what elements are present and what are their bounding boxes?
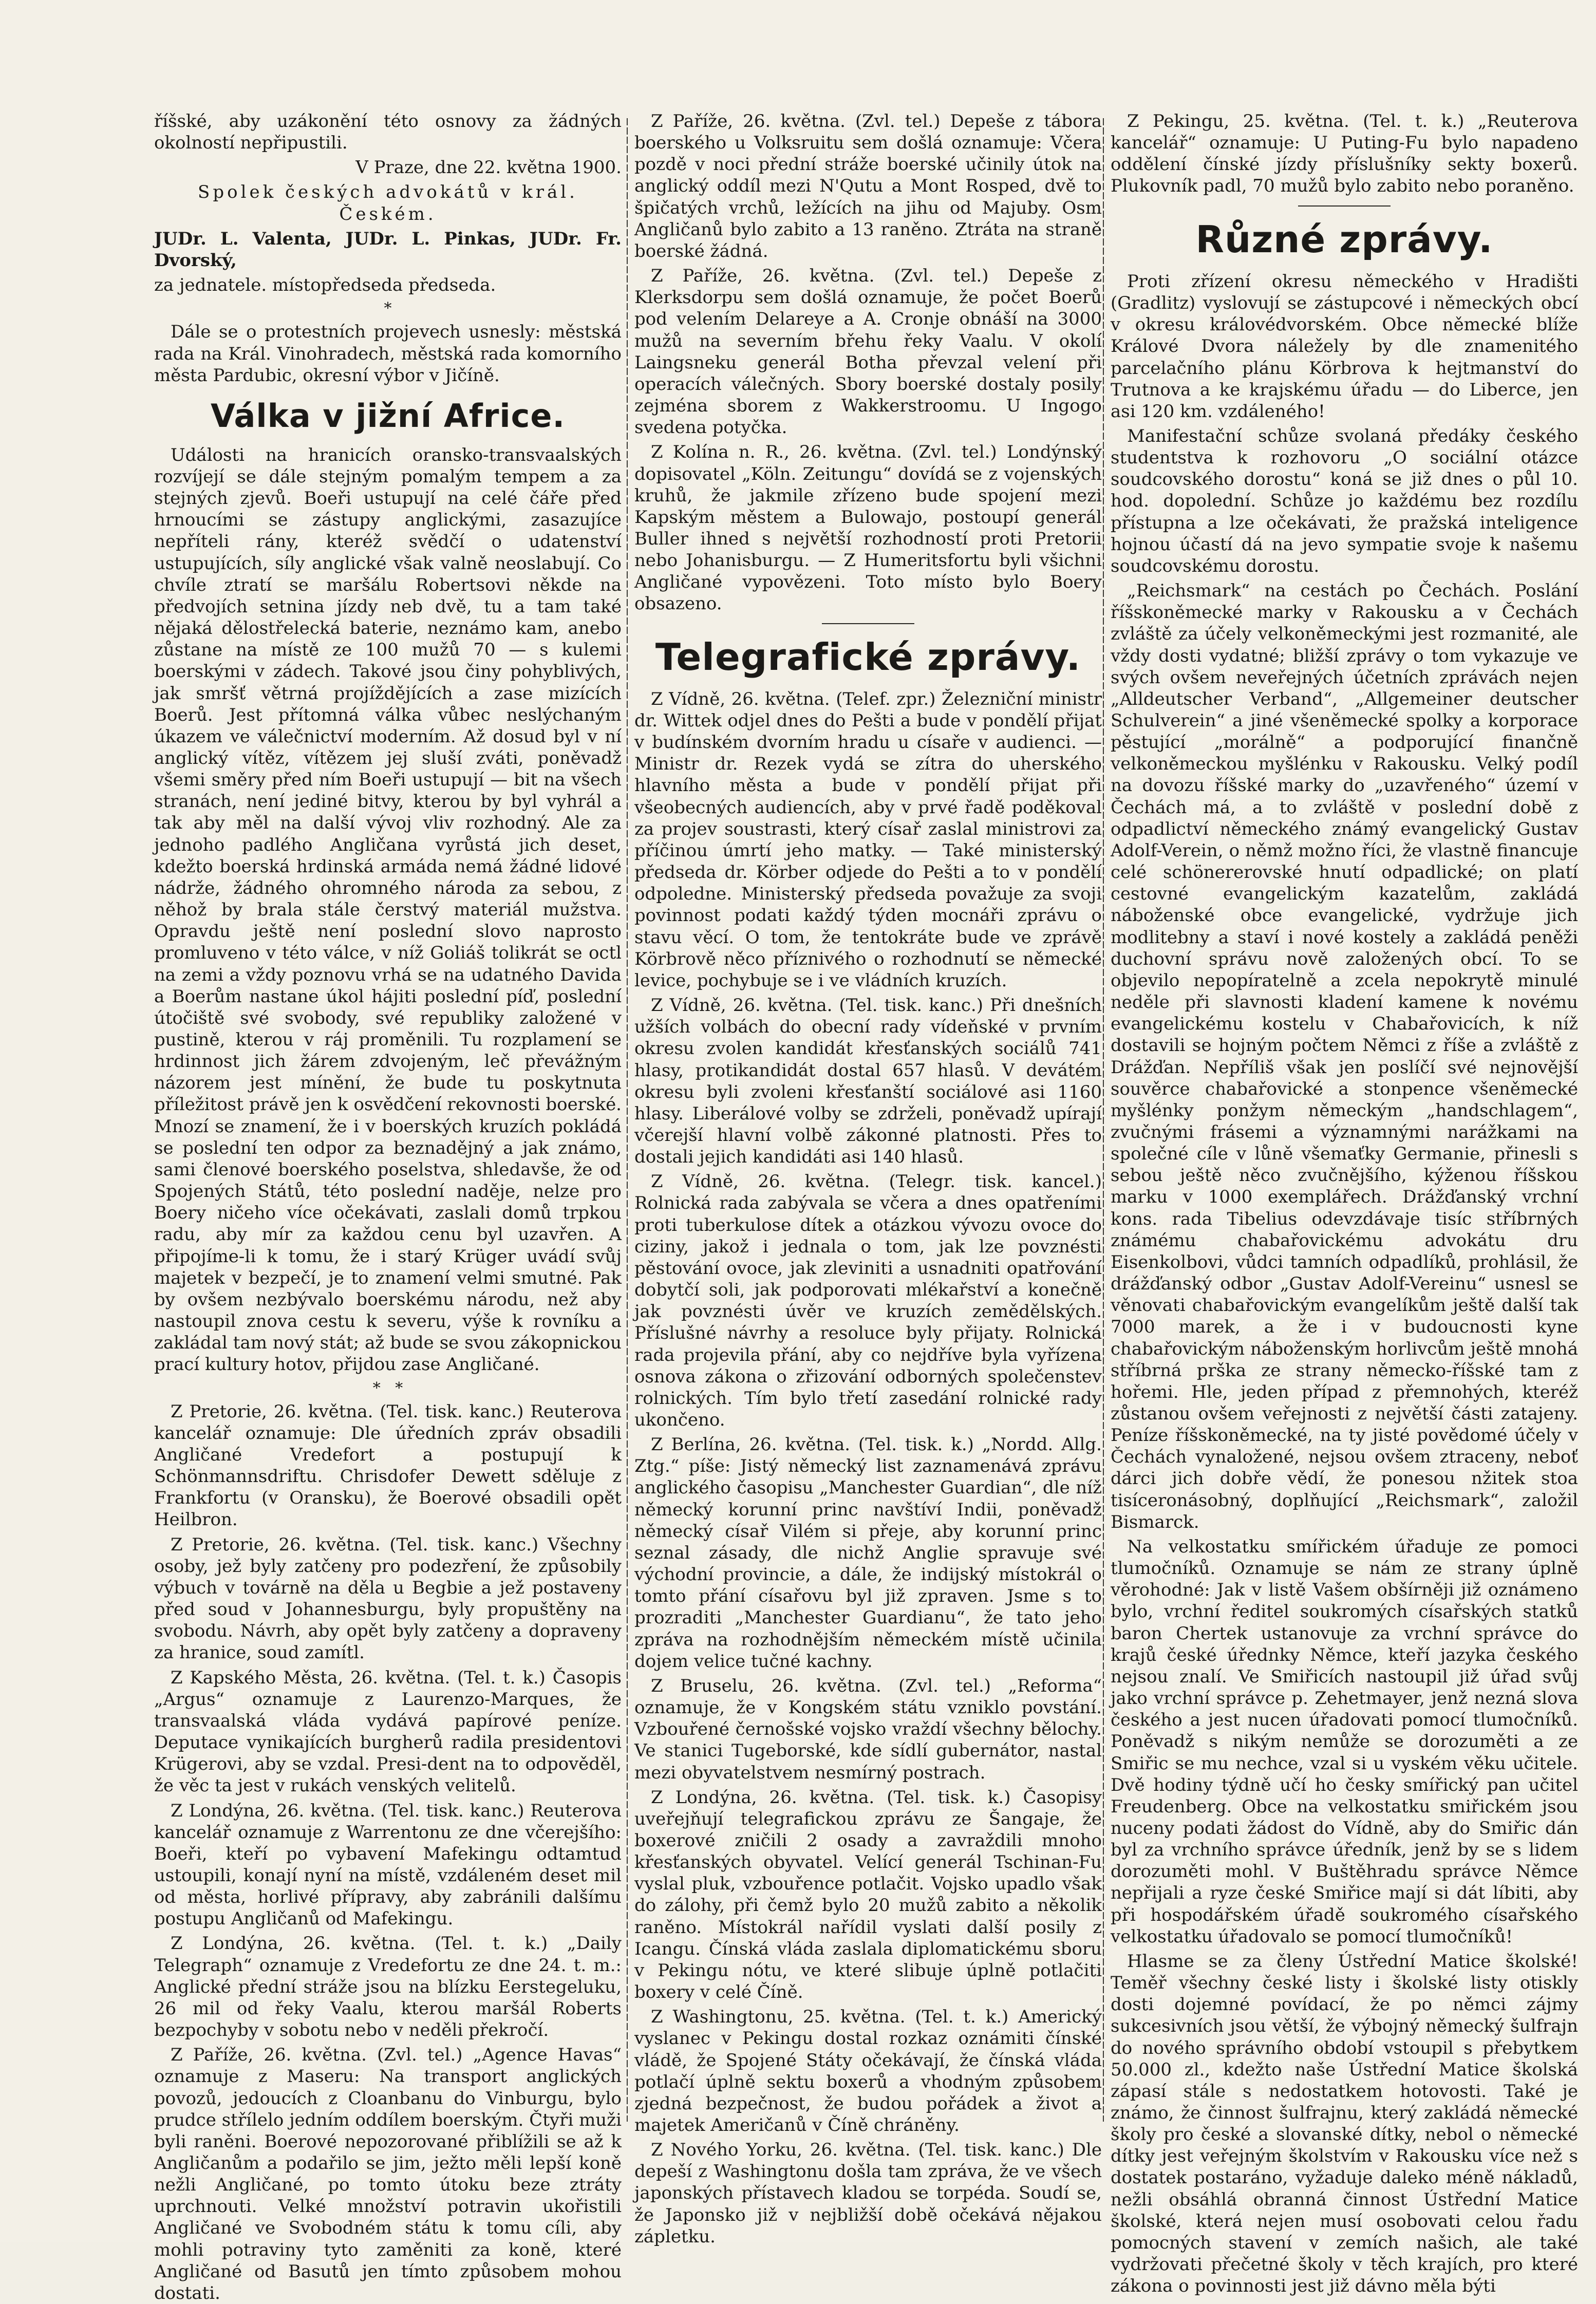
news-item: Z Pretorie, 26. května. (Tel. tisk. kanc.) Všechny osoby, jež byly zatčeny pro podezření, že způsobily výbuch v továrně na děla u Begbie a jež postaveny před soud v Johannesburgu, byly propuštěny na svobodu. Návrh, aby opět byly zatčeny a dopraveny za hranice, soud zamítl. xyxy=(154,1534,622,1663)
dateline: V Praze, dne 22. května 1900. xyxy=(355,157,622,178)
news-item: Hlasme se za členy Ústřední Matice školské! Teměř všechny české listy i školské listy otiskly dosti dojemné povídací, že po němci zájmy sukcesivních jsou větší, že výbojný německý šulfrajn do nového správního období vstoupil s přebytkem 50.000 zl., kdežto naše Ústřední Matice školská zápasí stále s nedostatkem hotovosti. Také je známo, že činnost šulfrajnu, který zakládá německé školy pro české a slovanské dítky, nebol o německé dítky jest veřejným školstvím v Rakousku více než s dostatek postaráno, vyžaduje daleko méně nákladů, nežli obsáhlá obranná činnost Ústřední Matice školské, která nejen musí osobovati celou řadu pomocných stavení v zemích našich, ale také vydržovati přečetné školy v těch krajích, pro které zákona o povinnosti jest již dávno měla býti xyxy=(1111,1951,1578,2297)
news-item: Z Paříže, 26. května. (Zvl. tel.) Depeše z Klerksdorpu sem došlá oznamuje, že počet Boerů pod velením Delareye a A. Cronje obnáší na 3000 mužů na severním břehu řeky Vaalu. V okolí Laingsneku generál Botha převzal velení při operacích válečných. Sbory boerské dostaly posily zejména sborem z Wakkerstroomu. U Ingogo svedena potyčka. xyxy=(634,266,1102,438)
news-item: Na velkostatku smířickém úřaduje ze pomoci tlumočníků. Oznamuje se nám ze strany úplně věrohodné: Jak v listě Vašem obšírněji již oznámeno bylo, vrchní ředitel soukromých císařských statků baron Chertek ustanovuje za vrchní správce do krajů české úřednky Němce, kteří jazyka českého nejsou znalí. Ve Smiřicích nastoupil již úřad svůj jako vrchní správce p. Zehetmayer, jenž nezná slova českého a jest nucen úřadovati pomocí tlumočníků. Poněvadž s nikým nemůže se dorozuměti a ze Smiřic se mu nechce, vzal si u vyském věku učitele. Dvě hodiny týdně učí ho česky smířický pan učitel Freudenberg. Obce na velkostatku smiřickém jsou nuceny podati žádost do Vídně, aby do Smiřic dán byl za vrchního správce úředník, jenž by se s lidem dorozuměti mohl. V Buštěhradu správce Němce nepřijali a ryze české Smiřice mají si dát líbiti, aby při hospodářském úřadě soukromého císařského velkostatku úřadovalo se pomocí tlumočníků! xyxy=(1111,1536,1578,1947)
news-item: Z Vídně, 26. května. (Telef. zpr.) Železniční ministr dr. Wittek odjel dnes do Pešti a bude v pondělí přijat v budínském dvorním hradu u císaře v audienci. — Ministr dr. Rezek vydá se zítra do uherského hlavního města a bude v pondělí přijat při všeobecných audiencích, aby v prvé řadě poděkoval za projev soustrasti, který císař zaslal ministrovi za příčinou úmrtí jeho matky. — Také ministerský předseda dr. Körber odjede do Pešti a to v pondělí odpoledne. Ministerský předseda považuje za svoji povinnost podati každý týden mocnáři zprávu o stavu věcí. O tom, že tentokráte bude ve zprávě Körbrově něco příznivého o rozhodnutí se německé levice, pochybuje se i ve vládních kruzích. xyxy=(634,688,1102,991)
news-item: Z Washingtonu, 25. května. (Tel. t. k.) Americký vyslanec v Pekingu dostal rozkaz oznámiti čínské vládě, že Spojené Státy očekávají, že čínská vláda potlačí úplně sektu boxerů a vhodným způsobem zjedná bezpečnost, že budou pořádek a život a majetek Američanů v Číně chráněny. xyxy=(634,2007,1102,2136)
separator-asterisk: * * xyxy=(372,1379,403,1397)
section-heading: Různé zprávy. xyxy=(1195,217,1493,261)
separator-asterisk: * xyxy=(384,299,392,318)
news-item: Z Londýna, 26. května. (Tel. tisk. k.) Časopisy uveřejňují telegrafickou zprávu ze Šangaje, že boxerové zničili 2 osady a zavraždili mnoho křesťanských obyvatel. Velící generál Tschinan-Fu vyslal pluk, vzbouřence potlačit. Vojsko upadlo však do zálohy, při čemž bylo 20 mužů zabito a několik raněno. Místokrál nařídil vyslati další posily z Icangu. Čínská vláda zaslala diplomatickému sboru v Pekingu nótu, ve které slibuje úplně potlačiti boxery v celé Číně. xyxy=(634,1787,1102,2003)
news-item: Z Berlína, 26. května. (Tel. tisk. k.) „Nordd. Allg. Ztg.“ píše: Jistý německý list zaznamenává zprávu anglického časopisu „Manchester Guardian“, dle níž německý korunní princ navštíví Indii, poněvadž německý císař Vilém si přeje, aby korunní princ seznal zásady, dle nichž Anglie spravuje své východní provincie, a dále, že indijský místokrál o tomto přání císařovu byl již zpraven. Jsme s to prozraditi „Manchester Guardianu“, že tato jeho zpráva na rozhodnějším německém místě učinila dojem velice tučné kachny. xyxy=(634,1434,1102,1672)
news-item: Z Pekingu, 25. května. (Tel. t. k.) „Reuterova kancelář“ oznamuje: U Puting-Fu bylo napadeno oddělení čínské jízdy příslušníky sekty boxerů. Plukovník padl, 70 mužů bylo zabito nebo poraněno. xyxy=(1111,111,1578,197)
column-middle xyxy=(634,110,1102,2247)
column-right xyxy=(1111,110,1578,2297)
news-item: Z Paříže, 26. května. (Zvl. tel.) „Agence Havas“ oznamuje z Maseru: Na transport anglických povozů, jedoucích z Cloanbanu do Vinburgu, bylo prudce střílelo jedním oddílem boerským. Čtyři muži byli raněni. Boerové nepozorované přiblížili se až k Angličanům a podařilo se jim, ježto měli lepší koně nežli Angličané, po tomto útoku beze ztráty uprchnouti. Velké množství potravin ukořistili Angličané ve Svobodném státu k tomu cíli, aby mohli potraviny tyto zaměniti za koně, které Angličané od Basutů jen tímto způsobem mohou dostati. xyxy=(154,2045,622,2303)
section-heading: Telegrafické zprávy. xyxy=(655,635,1081,679)
column-divider xyxy=(627,118,628,2122)
section-heading: Válka v jižní Africe. xyxy=(210,397,566,435)
news-item: Z Londýna, 26. května. (Tel. t. k.) „Daily Telegraph“ oznamuje z Vredefortu ze dne 24. t. m.: Anglické přední stráže jsou na blízku Eerstegeluku, 26 mil od řeky Vaalu, kterou maršál Roberts bezpochyby v sobotu nebo v neděli překročí. xyxy=(154,1933,622,2041)
news-item: Z Pretorie, 26. května. (Tel. tisk. kanc.) Reuterova kancelář oznamuje: Dle úředních zpráv obsadili Angličané Vredefort a postupují k Schönmannsdriftu. Chrisdofer Dewett sděluje z Frankfortu (v Oransku), že Boerové obsadili opět Heilbron. xyxy=(154,1401,622,1530)
news-item: Z Kapského Města, 26. května. (Tel. t. k.) Časopis „Argus“ oznamuje z Laurenzo-Marques, že transvaalská vláda vydává papírové peníze. Deputace vynikajících burgherů radila presidentovi Krügerovi, aby se vzdal. Presi-dent na to odpověděl, že věc ta jest v rukách venských velitelů. xyxy=(154,1667,622,1796)
news-item: Z Nového Yorku, 26. května. (Tel. tisk. kanc.) Dle depeší z Washingtonu došla tam zpráva, že ve všech japonských přístavech kladou se torpéda. Soudí se, že Japonsko již v nejbližší době očekává nějakou zápletku. xyxy=(634,2140,1102,2247)
news-item: Z Bruselu, 26. května. (Zvl. tel.) „Reforma“ oznamuje, že v Kongském státu vzniklo povstání. Vzbouřené černošské vojsko vraždí všechny bělochy. Ve stanici Tugeborské, kde sídlí gubernátor, nastal mezi obyvatelstvem nesmírný postrach. xyxy=(634,1675,1102,1783)
divider xyxy=(1298,205,1391,207)
column-left xyxy=(154,110,622,2303)
news-item: Z Kolína n. R., 26. května. (Zvl. tel.) Londýnský dopisovatel „Köln. Zeitungu“ dovídá se z vojenských kruhů, že jakmile zřízeno bude spojení mezi Kapským městem a Bulowajo, postoupí generál Buller ihned s největší rozhodností proti Pretorii nebo Johanisburgu. — Z Humeritsfortu byli všichni Angličané vypovězeni. Toto místo bylo Boery obsazeno. xyxy=(634,442,1102,614)
paragraph: říšské, aby uzákonění této osnovy za žádných okolností nepřipustili. xyxy=(154,111,622,154)
divider xyxy=(822,623,914,624)
news-item: Z Vídně, 26. května. (Telegr. tisk. kancel.) Rolnická rada zabývala se včera a dnes opatřeními proti tuberkulose dítek a otázkou vývozu ovoce do ciziny, jakož i jednala o tom, jak lze povznésti pěstování ovoce, jak zleviniti a usnadniti opatřování dobytčí soli, jak podporovati mlékařství a konečně jak povznésti úvěr ve kruzích zemědělských. Příslušné návrhy a resoluce byly přijaty. Rolnická rada projevila přání, aby co nejdříve byla vyřízena osnova zákona o zřizování odborných společenstev rolnických. Tím bylo třetí zasedání rolnické rady ukončeno. xyxy=(634,1171,1102,1431)
signatories: JUDr. L. Valenta, JUDr. L. Pinkas, JUDr. Fr. Dvorský, xyxy=(154,228,622,271)
column-divider xyxy=(1103,118,1104,2122)
organization-name: Spolek českých advokátů v král. Českém. xyxy=(198,182,578,224)
paragraph: Události na hranicích oransko-transvaalských rozvíjejí se dále stejným pomalým tempem a za stejných zjevů. Boeři ustupují na celé čáře před hrnoucími se zástupy anglickými, zasazujíce nepříteli rány, kteréž svědčí o udatenství ustupujících, síly anglické však valně neoslabují. Co chvíle ztratí se maršálu Robertsovi někde na předvojích setnina jízdy neb dvě, tu a tam také nějaká dělostřelecká baterie, neznámo kam, anebo zůstane na místě ze 100 mužů 70 — s kulemi boerskými v zádech. Takové jsou činy pohyblivých, jak smršť větrná projíždějících a zase mizících Boerů. Jest přítomná válka vůbec neslýchaným úkazem ve válečnictví moderním. Až dosud byl v ní anglický vítěz, vítězem jej sluší zváti, poněvadž všemi směry před ním Boeři ustupují — bit na všech stranách, není jediné bitvy, kterou by byl vyhrál a tak aby měl na další vývoj vliv rozhodný. Ale za jednoho padlého Angličana vyrůstá jich deset, kdežto boerská hrdinská armáda nemá žádné lidové nádrže, žádného ohromného národa za sebou, z něhož by brala stále čerstvý materiál mužstva. Opravdu ještě není poslední slovo naprosto promluveno v této válce, v níž Goliáš tolikrát se octl na zemi a vždy poznovu vrhá se na udatného Davida a Boerům nastane úkol hájiti poslední píď, poslední útočiště své svobody, své republiky založené v pustině, kterou v ráj proměnili. Tu rozplamení se hrdinnost jich žárem zdvojeným, leč převážným názorem jest mínění, že bude tu poskytnuta příležitost právě jen k osvědčení rekovnosti boerské. Mnozí se znamení, že i v boerských kruzích pokládá se poslední ten odpor za beznadějný a jak známo, sami členové boerského poselstva, shledavše, že od Spojených Států, této poslední naděje, nelze pro Boery ničeho více očekávati, zaslali domů trpkou radu, aby mír za každou cenu byl uzavřen. A připojíme-li k tomu, že i starý Krüger uvádí svůj majetek v bezpečí, je to znamení velmi smutné. Pak by ovšem nezbývalo boerskému národu, než aby nastoupil znova cestu k severu, výše k rovníku a zakládal tam nový stát; až bude se svou zákopnickou prací kultury hotov, přijdou zase Angličané. xyxy=(154,444,622,1375)
paragraph: Dále se o protestních projevech usnesly: městská rada na Král. Vinohradech, městská rada komorního města Pardubic, okresní výbor v Jičíně. xyxy=(154,322,622,386)
signatory-roles: za jednatele. místopředseda předseda. xyxy=(154,275,496,296)
news-item: Z Vídně, 26. května. (Tel. tisk. kanc.) Při dnešních užších volbách do obecní rady vídeňské v prvním okresu zvolen kandidát křesťanských sociálů 741 hlasy, protikandidát dostal 657 hlasů. V devátém okresu byli zvoleni křesťanští sociálové asi 1160 hlasy. Liberálové volby se zdrželi, poněvadž upírají včerejší hlavní volbě zákonné platnosti. Přes to dostali jejich kandidáti asi 140 hlasů. xyxy=(634,995,1102,1168)
news-item: Z Paříže, 26. května. (Zvl. tel.) Depeše z tábora boerského u Volksruitu sem došlá oznamuje: Včera pozdě v noci přední stráže boerské učinily útok na anglický oddíl mezi N'Qutu a Mont Rosped, dvě to špičatých vrchů, ležících na jihu od Majuby. Osm Angličanů bylo zabito a 13 raněno. Ztráta na straně boerské žádná. xyxy=(634,111,1102,261)
news-item: Z Londýna, 26. května. (Tel. tisk. kanc.) Reuterova kancelář oznamuje z Warrentonu ze dne včerejšího: Boeři, kteří po vybavení Mafekingu odtamtud ustoupili, konají nyní na místě, vzdáleném deset mil od města, horlivé přípravy, aby zabránili dalšímu postupu Angličanů od Mafekingu. xyxy=(154,1800,622,1930)
news-item: Proti zřízení okresu německého v Hradišti (Gradlitz) vyslovují se zástupcové i německých obcí v okresu královédvorském. Obce německé blíže Králové Dvora náležely by dle znamenitého parcelačního plánu Körbrova k hejtmanství do Trutnova a ke krajskému úřadu — do Liberce, jen asi 120 km. vzdáleného! xyxy=(1111,271,1578,422)
news-item: Manifestační schůze svolaná předáky českého studentstva k rozhovoru „O sociální otázce soudcovského dorostu“ koná se již dnes o půl 10. hod. dopolední. Schůze jo každému bez rozdílu přístupna a lze očekávati, že pražská inteligence hojnou účastí dá na jevo sympatie svoje k našemu soudcovskému dorostu. xyxy=(1111,425,1578,576)
news-item: „Reichsmark“ na cestách po Čechách. Poslání říšskoněmecké marky v Rakousku a v Čechách zvláště za účely velkoněmeckými jest rozmanité, ale vždy dosti vydatné; bližší zprávy o tom vykazuje ve svých ovšem neveřejných účetních zprávách nejen „Alldeutscher Verband“, „Allgemeiner deutscher Schulverein“ a jiné všeněmecké spolky a korporace pěstující „morálně“ a podporující finančně velkoněmeckou myšlénku v Rakousku. Velký podíl na dovozu říšské marky do „uzavřeného“ území v Čechách má, a to zvláště v poslední době z odpadlictví německého známý evangelický Gustav Adolf-Verein, o němž možno říci, že vlastně financuje celé schönererovské hnutí odpadlické; on platí cestovné evangelickým kazatelům, zakládá náboženské obce evangelické, vydržuje jich modlitebny a staví i nové kostely a zakládá peněži duchovní správu nově založených obcí. To se objevilo nepopíratelně a zcela nepokrytě minulé neděle při slavnosti kladení kamene k novému evangelickému kostelu v Chabařovicích, k níž dostavili se hojným počtem Němci z říše a zvláště z Drážďan. Nepříliš však jen poslíčí své nejnovější souvěrce chabařovické a stonpence všeněmecké myšlénky ponžym německým „handschlagem“, zvučnými frásemi a významnými narážkami na společné cíle v lůně všemaťky Germanie, přinesli s sebou ještě něco zvučnějšího, kýženou říšskou marku v 1000 exemplářech. Drážďanský vrchní kons. rada Tibelius odevzdávaje tisíc stříbrných známému chabařovickému advokátu dru Eisenkolbovi, vůdci tamních odpadlíků, prohlásil, že drážďanský odbor „Gustav Adolf-Vereinu“ usnesl se věnovati chabařovickým evangelíkům ještě další tak 7000 marek, a že i v budoucnosti kyne chabařovickým náboženským horlivcům ještě mnohá stříbrná prška ze strany německo-říšské tam z hořemi. Hle, jeden případ z přemnohých, kteréž zůstanou ovšem veřejnosti z největší části zatajeny. Peníze říšskoněmecké, na ty jisté povědomé účely v Čechách vynaložené, nejsou ovšem ztraceny, neboť dárci jich dobře vědí, že ponesou nžitek stoa tisíceronásobný, doplňující „Reichsmark“, založil Bismarck. xyxy=(1111,580,1578,1532)
